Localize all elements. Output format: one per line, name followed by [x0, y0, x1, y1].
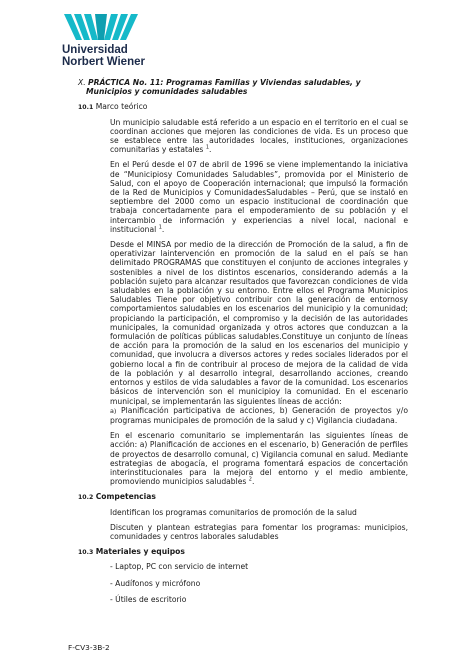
document-body [78, 78, 408, 611]
materials-list [78, 562, 408, 604]
list-item: a) Planificación participativa de acciones, b) Generación de proyectos y/o programas municipales de promoción de la salud y c) Vigilancia ciudadana. [110, 405, 408, 425]
section-heading-theory: 10.1 Marco teórico [78, 102, 148, 112]
logo-line-1: Universidad [62, 44, 128, 56]
footnote-ref: 2 [248, 476, 252, 483]
paragraph: Identifican los programas comunitarios de promoción de la salud [110, 507, 357, 517]
paragraph: Discuten y plantean estrategias para fomentar los programas: municipios, comunidades y centros laborales saludables [110, 522, 408, 541]
practice-title [78, 78, 408, 96]
paragraph: En el Perú desde el 07 de abril de 1996 se viene implementando la iniciativa de “Municipiosy Comunidades Saludables”, promovida por el Ministerio de Salud, con el apoyo de Cooperación internacional; que impulsó la formación de la Red de Municipios y ComunidadesSaludables – Perú, que se instaló en septiembre del 2000 como un espacio institucional de coordinación que trabaja concertadamente para el empoderamiento de su población y el intercambio de información y experiencias a nivel local, nacional e institucional $^1$. [110, 160, 408, 234]
form-code: F-CV3-3B-2 [68, 643, 110, 652]
footnote-ref: 1 [205, 144, 209, 151]
title-number: X. [78, 78, 89, 87]
list-item: - Audífonos y micrófono [110, 578, 201, 588]
book-pages-icon [62, 12, 140, 42]
university-logo [62, 12, 152, 68]
logo-line-2: Norbert Wiener [62, 56, 145, 68]
title-text: PRÁCTICA No. 11: Programas Familias y Viviendas saludables, y Municipios y comunidades saludables [86, 78, 361, 97]
footnote-ref: 1 [158, 224, 162, 231]
paragraph: Desde el MINSA por medio de la dirección de Promoción de la salud, a fin de operativizar laintervención en promoción de la salud en el país se han delimitado PROGRAMAS que constituyen el conjunto de acciones integrales y sostenibles a nivel de los distintos escenarios, considerando además a la población sujeto para alcanzar resultados que favorezcan condiciones de vida saludables en la población y su entorno. Entre ellos el Programa Municipios Saludables Tiene por objetivo contribuir con la generación de entornosy comportamientos saludables en los escenarios del municipio y la comunidad; propiciando la participación, el compromiso y la decisión de las autoridades municipales, la comunidad organizada y otros actores que conduzcan a la formulación de políticas públicas saludables.Constituye un conjunto de líneas de acción para la promoción de la salud en los escenarios del municipio y comunidad, que involucra a diversos actores y redes sociales liderados por el gobierno local a fin de contribuir al proceso de mejora de la calidad de vida de la población y al desarrollo integral, desarrollando acciones, creando entornos y estilos de vida saludables a favor de la comunidad. Los escenarios básicos de intervención son el municipioy la comunidad. En el escenario municipal, se implementarán las siguientes líneas de acción: [110, 240, 408, 406]
section-heading-materials: 10.3 Materiales y equipos [78, 547, 185, 557]
theory-section [78, 118, 408, 487]
paragraph: En el escenario comunitario se implementarán las siguientes líneas de acción: a) Planificación de acciones en el escenario, b) Generación de perfiles de proyectos de desarrollo comunal, c) Vigilancia comunal en salud. Mediante estrategias de abogacía, el programa fomentará espacios de concertación interinstitucionales para la mejora del entorno y el medio ambiente, promoviendo municipios saludables $^2$. [110, 431, 408, 487]
list-item: - Laptop, PC con servicio de internet [110, 562, 249, 572]
competencies-section [78, 508, 408, 542]
paragraph: Un municipio saludable está referido a un espacio en el territorio en el cual se coordinan acciones que mejoren las condiciones de vida. Es un proceso que se establece entre las autoridades locales, instituciones, organizaciones comunitarias y estatales $^1$. [110, 117, 408, 155]
section-heading-competencies: 10.2 Competencias [78, 492, 156, 502]
list-item: - Útiles de escritorio [110, 594, 187, 604]
